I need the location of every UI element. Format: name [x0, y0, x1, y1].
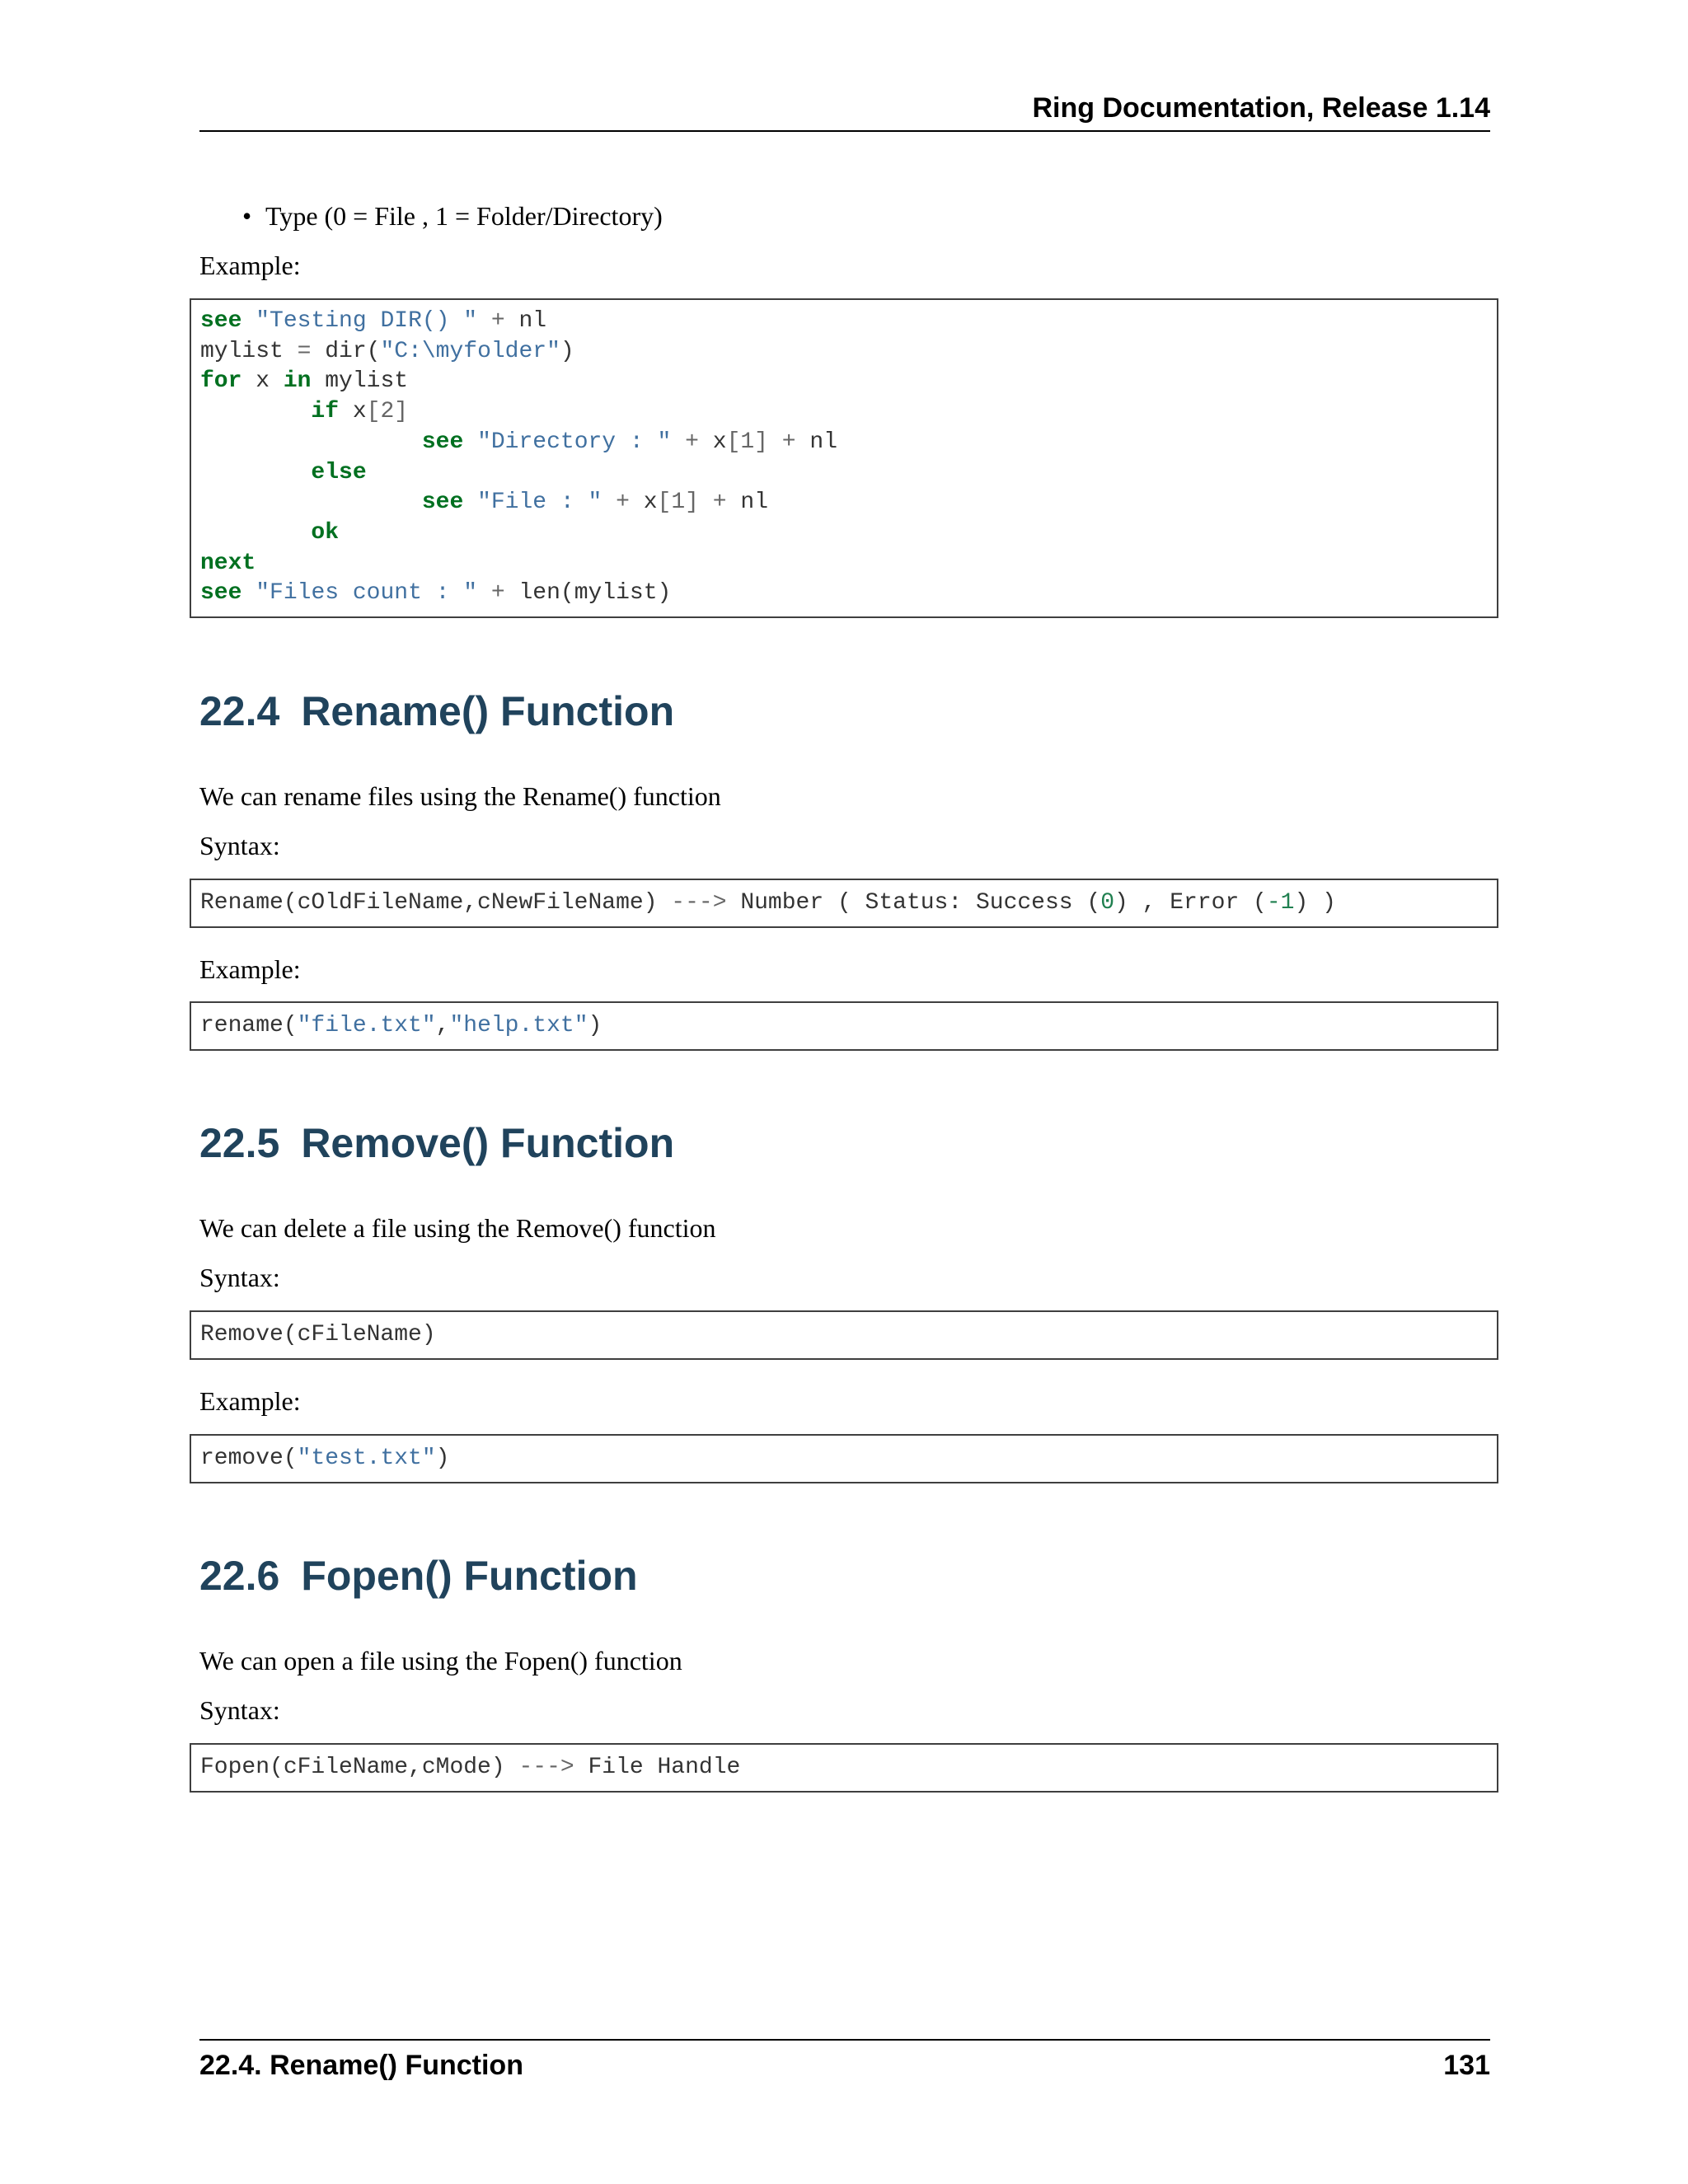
code-content: [191, 1312, 1497, 1358]
code-token: nl: [504, 308, 547, 334]
footer-section-title: 22.4. Rename() Function: [199, 2050, 523, 2081]
code-token: next: [200, 550, 256, 576]
code-token: "file.txt": [297, 1013, 436, 1038]
code-token: [200, 429, 422, 455]
code-token: [2]: [366, 399, 409, 425]
code-token: "help.txt": [449, 1013, 588, 1038]
code-token: [200, 399, 311, 424]
code-token: [241, 580, 256, 606]
code-line: [200, 339, 574, 364]
paragraph: We can open a file using the Fopen() function: [199, 1646, 682, 1675]
code-line: [200, 460, 367, 485]
code-token: Number ( Status: Success (: [726, 890, 1101, 916]
code-token: ) ): [1294, 890, 1336, 916]
code-token: [1]: [657, 490, 699, 516]
code-token: see: [421, 429, 464, 455]
section-number: 22.6: [199, 1553, 280, 1599]
code-content: [191, 1436, 1497, 1482]
code-token: ok: [311, 519, 340, 546]
code-token: len(mylist): [504, 580, 672, 607]
code-token: remove(: [200, 1446, 298, 1471]
code-token: [699, 490, 713, 515]
bullet-item: Type (0 = File , 1 = Folder/Directory): [265, 201, 663, 231]
code-token: Fopen(cFileName,cMode): [200, 1755, 519, 1780]
code-token: File Handle: [574, 1755, 741, 1780]
code-token: [477, 580, 491, 606]
code-token: [671, 429, 685, 455]
section-title: Remove() Function: [301, 1120, 675, 1166]
code-token: [602, 490, 616, 515]
code-token: ): [435, 1446, 450, 1471]
footer-rule: [199, 2039, 1490, 2041]
syntax-label: Syntax:: [199, 1263, 280, 1292]
code-token: see: [200, 580, 242, 607]
code-token: dir(: [311, 338, 381, 364]
code-token: "Testing DIR() ": [256, 308, 478, 334]
code-token: ) , Error (: [1114, 890, 1267, 916]
code-token: "Directory : ": [477, 429, 672, 455]
code-line: [200, 1322, 436, 1347]
code-content: [191, 1745, 1497, 1791]
code-token: -1: [1266, 890, 1295, 916]
code-token: see: [421, 490, 464, 516]
section-heading-fopen: [199, 1551, 638, 1601]
code-token: if: [311, 399, 340, 425]
code-line: [200, 1755, 740, 1780]
code-token: [200, 520, 311, 546]
code-token: in: [283, 368, 312, 395]
code-line: [200, 490, 768, 515]
section-number: 22.5: [199, 1120, 280, 1166]
code-token: [200, 460, 311, 485]
code-line: [200, 429, 837, 455]
code-token: --->: [671, 890, 727, 916]
code-token: nl: [795, 429, 838, 455]
code-token: rename(: [200, 1013, 298, 1038]
code-block-remove-example: [190, 1434, 1498, 1483]
code-line: [200, 580, 671, 606]
header-rule: [199, 130, 1490, 132]
code-token: else: [311, 459, 367, 485]
code-token: [241, 308, 256, 334]
code-token: "C:\myfolder": [380, 338, 560, 364]
code-content: [191, 307, 1497, 609]
code-token: x: [241, 368, 284, 395]
code-line: [200, 308, 546, 334]
example-label: Example:: [199, 1386, 301, 1416]
code-token: mylist: [311, 368, 409, 395]
paragraph: We can rename files using the Rename() function: [199, 781, 721, 811]
code-token: x: [339, 399, 367, 425]
code-token: x: [698, 429, 727, 455]
section-title: Rename() Function: [301, 688, 675, 734]
code-token: 0: [1100, 890, 1115, 916]
code-token: for: [200, 368, 242, 395]
code-token: +: [616, 490, 630, 516]
code-block-fopen-syntax: [190, 1743, 1498, 1793]
code-token: ,: [435, 1013, 450, 1038]
code-token: +: [490, 308, 505, 334]
code-token: +: [781, 429, 796, 455]
code-line: [200, 551, 256, 576]
code-token: =: [297, 338, 312, 364]
code-token: x: [629, 490, 658, 516]
example-label: Example:: [199, 954, 301, 984]
code-line: [200, 1446, 449, 1471]
running-header: Ring Documentation, Release 1.14: [1032, 92, 1490, 124]
code-line: [200, 1013, 602, 1038]
code-token: [463, 429, 477, 455]
code-token: nl: [726, 490, 769, 516]
code-token: [768, 429, 782, 455]
code-token: ): [588, 1013, 603, 1038]
code-line: [200, 890, 1336, 916]
code-token: Rename(cOldFileName,cNewFileName): [200, 890, 672, 916]
code-line: [200, 399, 408, 424]
code-token: mylist: [200, 338, 298, 364]
section-number: 22.4: [199, 688, 280, 734]
code-token: [1]: [726, 429, 768, 455]
paragraph: We can delete a file using the Remove() function: [199, 1213, 716, 1243]
code-token: [463, 490, 477, 515]
bullet-marker: •: [242, 201, 252, 231]
code-token: +: [712, 490, 727, 516]
code-token: [477, 308, 491, 334]
code-token: ): [560, 338, 574, 364]
example-label: Example:: [199, 251, 301, 280]
code-content: [191, 880, 1497, 926]
code-block-rename-syntax: [190, 879, 1498, 928]
code-token: see: [200, 308, 242, 334]
code-token: --->: [518, 1755, 574, 1780]
code-token: "test.txt": [297, 1446, 436, 1471]
syntax-label: Syntax:: [199, 1695, 280, 1725]
section-title: Fopen() Function: [301, 1553, 638, 1599]
code-content: [191, 1003, 1497, 1049]
code-block-rename-example: [190, 1001, 1498, 1051]
section-heading-remove: [199, 1118, 674, 1168]
code-token: [200, 490, 422, 515]
code-token: "Files count : ": [256, 580, 478, 607]
code-line: [200, 368, 408, 394]
code-line: [200, 520, 339, 546]
code-token: +: [685, 429, 699, 455]
syntax-label: Syntax:: [199, 831, 280, 860]
code-block-remove-syntax: [190, 1310, 1498, 1360]
code-token: "File : ": [477, 490, 603, 516]
code-block-dir-example: [190, 298, 1498, 618]
code-token: Remove(cFileName): [200, 1322, 436, 1347]
page-number: 131: [1443, 2050, 1490, 2081]
section-heading-rename: [199, 687, 674, 736]
code-token: +: [490, 580, 505, 607]
